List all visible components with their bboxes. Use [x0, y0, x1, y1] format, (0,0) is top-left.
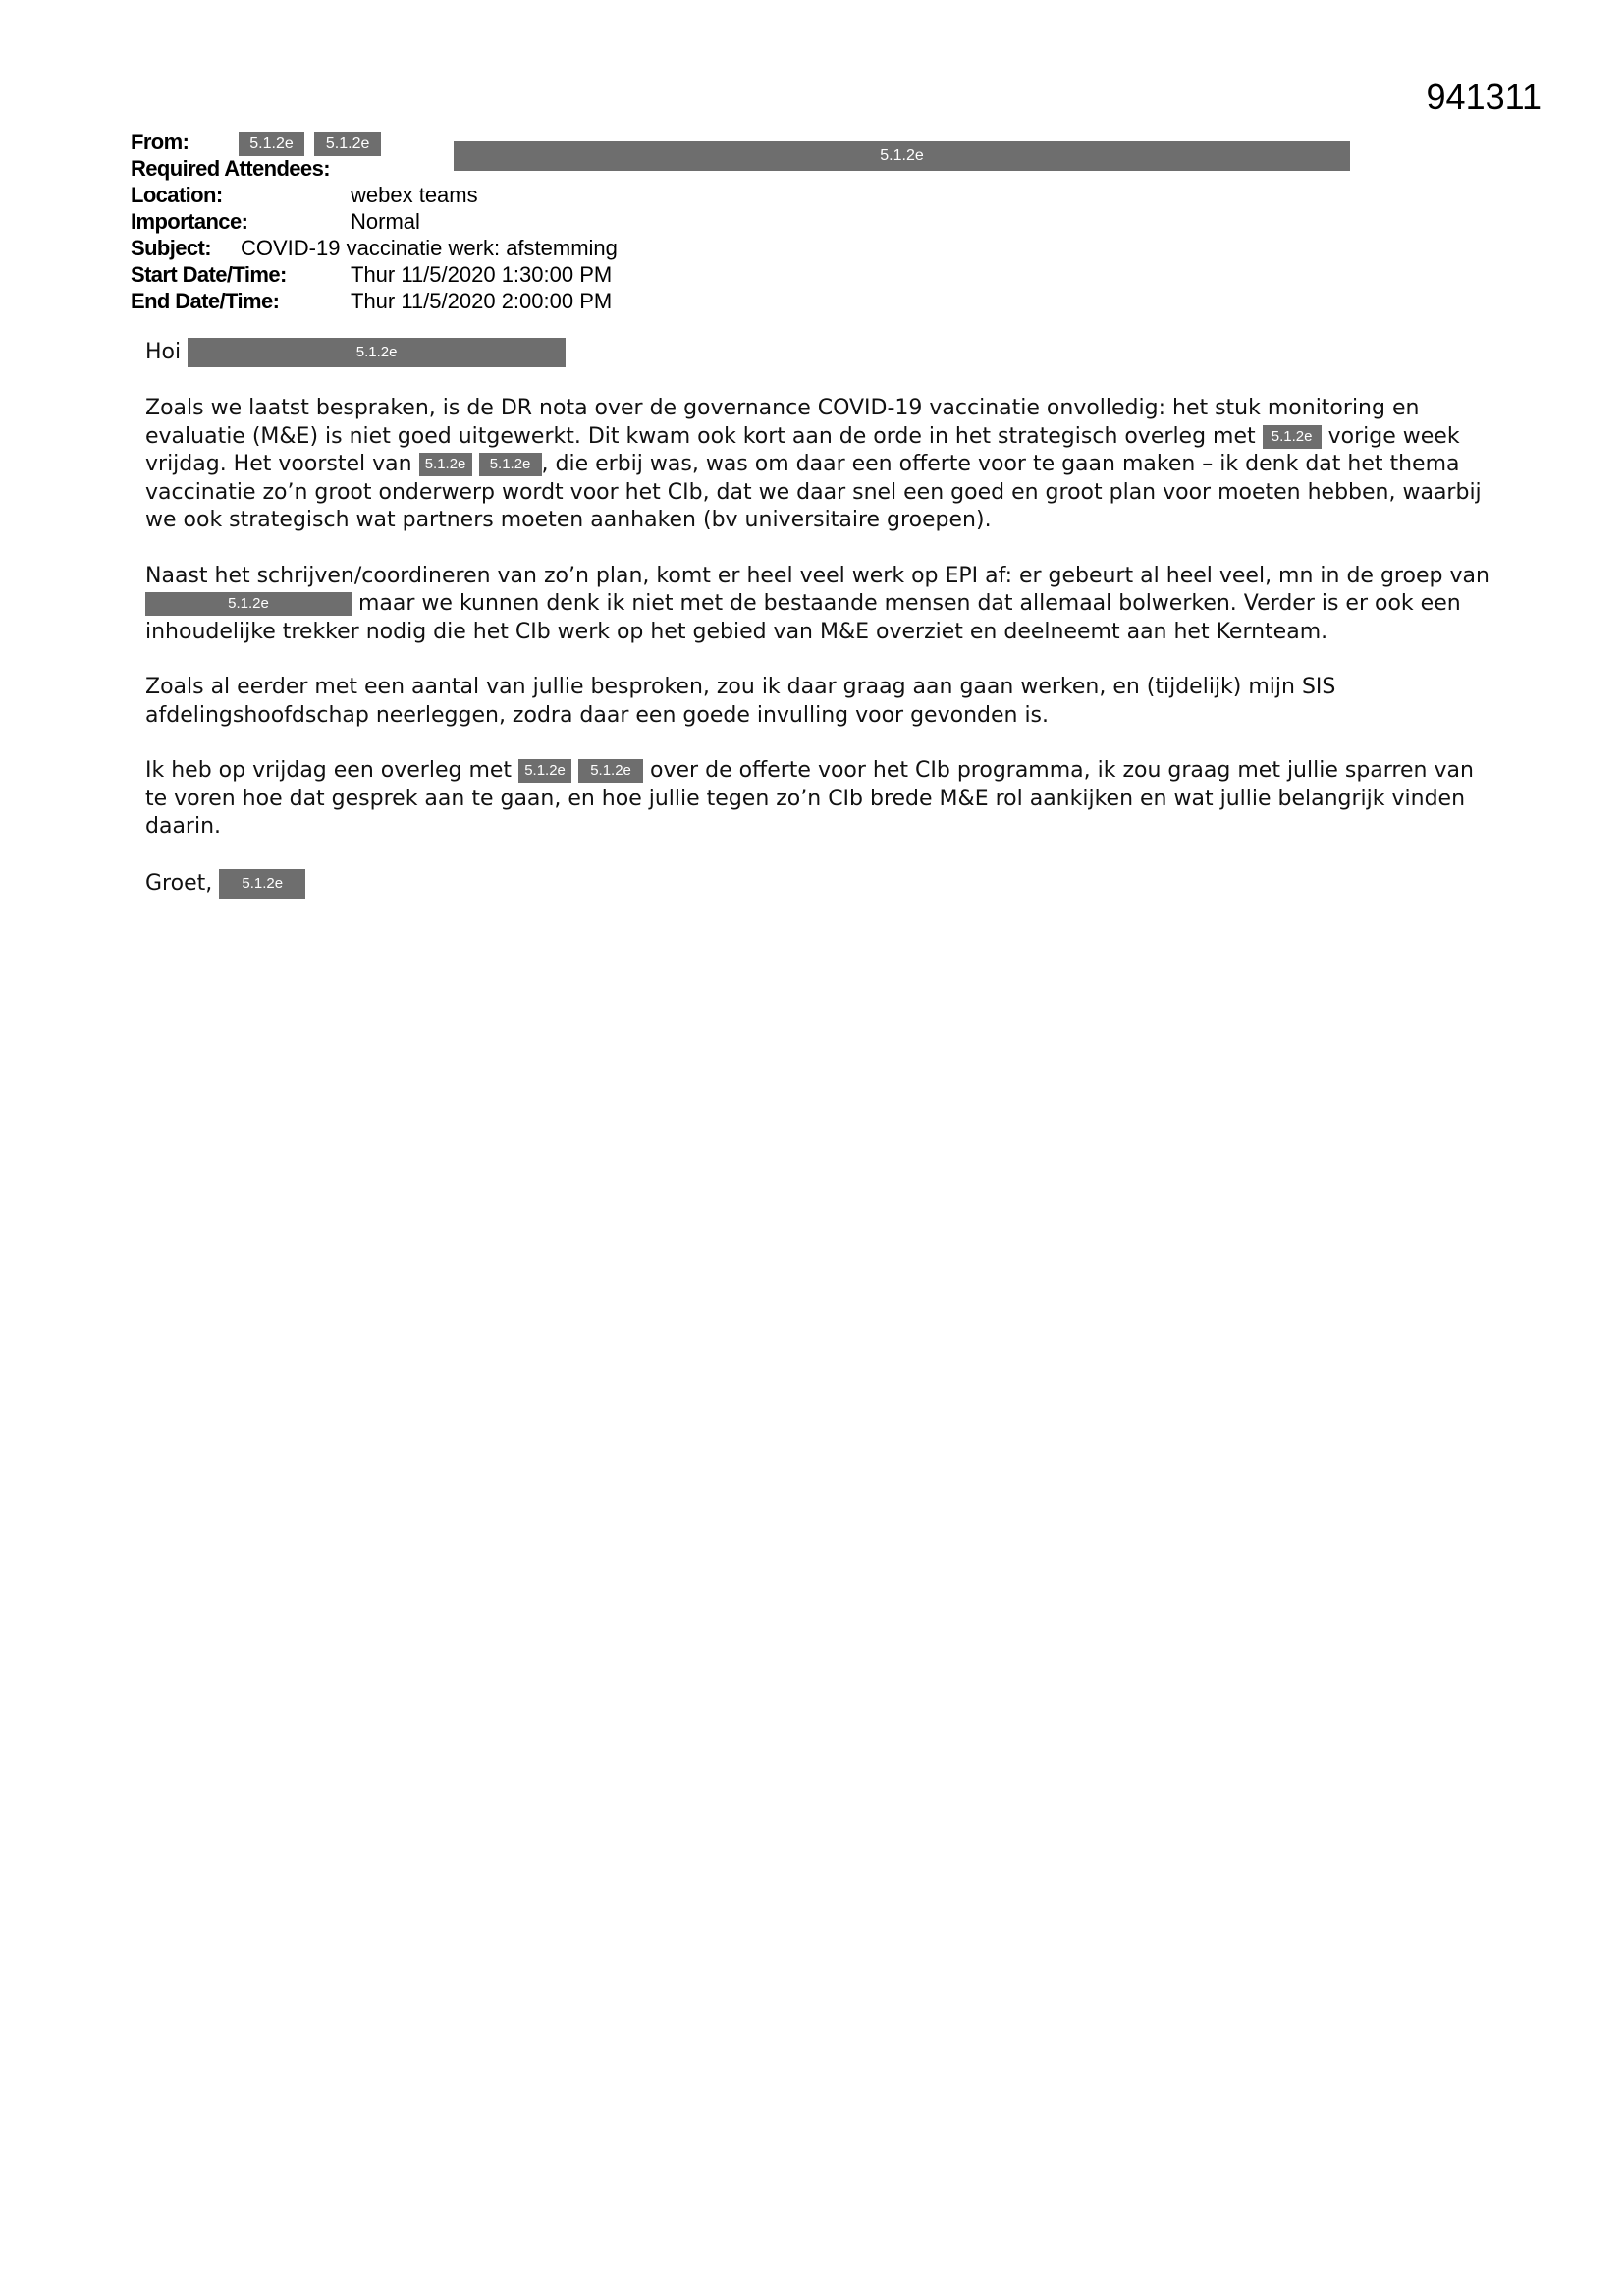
- end-row: [131, 288, 613, 314]
- start-value: Thur 11/5/2020 1:30:00 PM: [351, 262, 613, 287]
- paragraph-3: [145, 674, 1490, 730]
- paragraph-4: [145, 757, 1490, 842]
- importance-row: [131, 208, 420, 235]
- required-attendees-row: [131, 147, 924, 182]
- location-label: Location:: [131, 183, 223, 207]
- paragraph-4-part-b: over de offerte voor het CIb programma, ik zou graag met jullie sparren van te voren hoe dat gesprek aan te gaan, en hoe jullie tegen zo’n CIb brede M&E rol aankijken en wat jullie belangrijk vinden daarin.: [145, 758, 1474, 839]
- redaction-box: 5.1.2e: [578, 759, 643, 783]
- redaction-box: 5.1.2e: [188, 338, 566, 367]
- greeting: [145, 338, 1490, 367]
- redaction-box: 5.1.2e: [518, 759, 571, 783]
- closing-text: Groet,: [145, 870, 213, 896]
- paragraph-1: [145, 395, 1490, 535]
- redaction-box: 5.1.2e: [145, 592, 352, 616]
- redaction-box: 5.1.2e: [314, 132, 381, 156]
- location-row: [131, 182, 478, 208]
- paragraph-4-part-a: Ik heb op vrijdag een overleg met: [145, 758, 513, 783]
- paragraph-2-part-b: maar we kunnen denk ik niet met de bestaande mensen dat allemaal bolwerken. Verder is er ook een inhoudelijke trekker nodig die het CIb werk op het gebied van M&E overziet en deelneemt aan het Kernteam.: [145, 591, 1461, 644]
- required-attendees-label: Required Attendees:: [131, 156, 330, 181]
- redaction-box: 5.1.2e: [479, 453, 542, 476]
- email-body: [145, 338, 1490, 926]
- paragraph-1-part-b: vorige week vrijdag. Het voorstel van: [145, 423, 1460, 476]
- paragraph-1-part-c: , die erbij was, was om daar een offerte voor te gaan maken – ik denk dat het thema vaccinatie zo’n groot onderwerp wordt voor het CIb, dat we daar snel een goed en groot plan voor moeten hebben, waarbij we ook strategisch wat partners moeten aanhaken (bv universitaire groepen).: [145, 452, 1482, 532]
- redaction-box: 5.1.2e: [219, 869, 305, 899]
- subject-label: Subject:: [131, 236, 211, 260]
- paragraph-1-part-a: Zoals we laatst bespraken, is de DR nota over de governance COVID-19 vaccinatie onvolledig: het stuk monitoring en evaluatie (M&E) is niet goed uitgewerkt. Dit kwam ook kort aan de orde in het strategisch overleg met: [145, 396, 1420, 449]
- closing: [145, 869, 1490, 899]
- page-number: 941311: [1426, 77, 1542, 117]
- email-header: [131, 129, 924, 314]
- from-label: From:: [131, 130, 189, 154]
- location-value: webex teams: [351, 183, 478, 207]
- end-label: End Date/Time:: [131, 289, 280, 313]
- paragraph-3-text: Zoals al eerder met een aantal van jullie besproken, zou ik daar graag aan gaan werken, en (tijdelijk) mijn SIS afdelingshoofdschap neerleggen, zodra daar een goede invulling voor gevonden is.: [145, 675, 1336, 728]
- paragraph-2: [145, 563, 1490, 647]
- importance-value: Normal: [351, 209, 420, 234]
- subject-row: [131, 235, 618, 261]
- importance-label: Importance:: [131, 209, 248, 234]
- redaction-box: 5.1.2e: [419, 453, 472, 476]
- redaction-box: 5.1.2e: [239, 132, 304, 156]
- subject-value: COVID-19 vaccinatie werk: afstemming: [241, 236, 618, 260]
- end-value: Thur 11/5/2020 2:00:00 PM: [351, 289, 613, 313]
- paragraph-2-part-a: Naast het schrijven/coordineren van zo’n plan, komt er heel veel werk op EPI af: er gebeurt al heel veel, mn in de groep van: [145, 563, 1489, 588]
- redaction-box: 5.1.2e: [454, 141, 1350, 171]
- from-row: [131, 129, 370, 155]
- redaction-box: 5.1.2e: [1263, 425, 1322, 449]
- start-row: [131, 261, 613, 288]
- greeting-text: Hoi: [145, 340, 182, 364]
- start-label: Start Date/Time:: [131, 262, 287, 287]
